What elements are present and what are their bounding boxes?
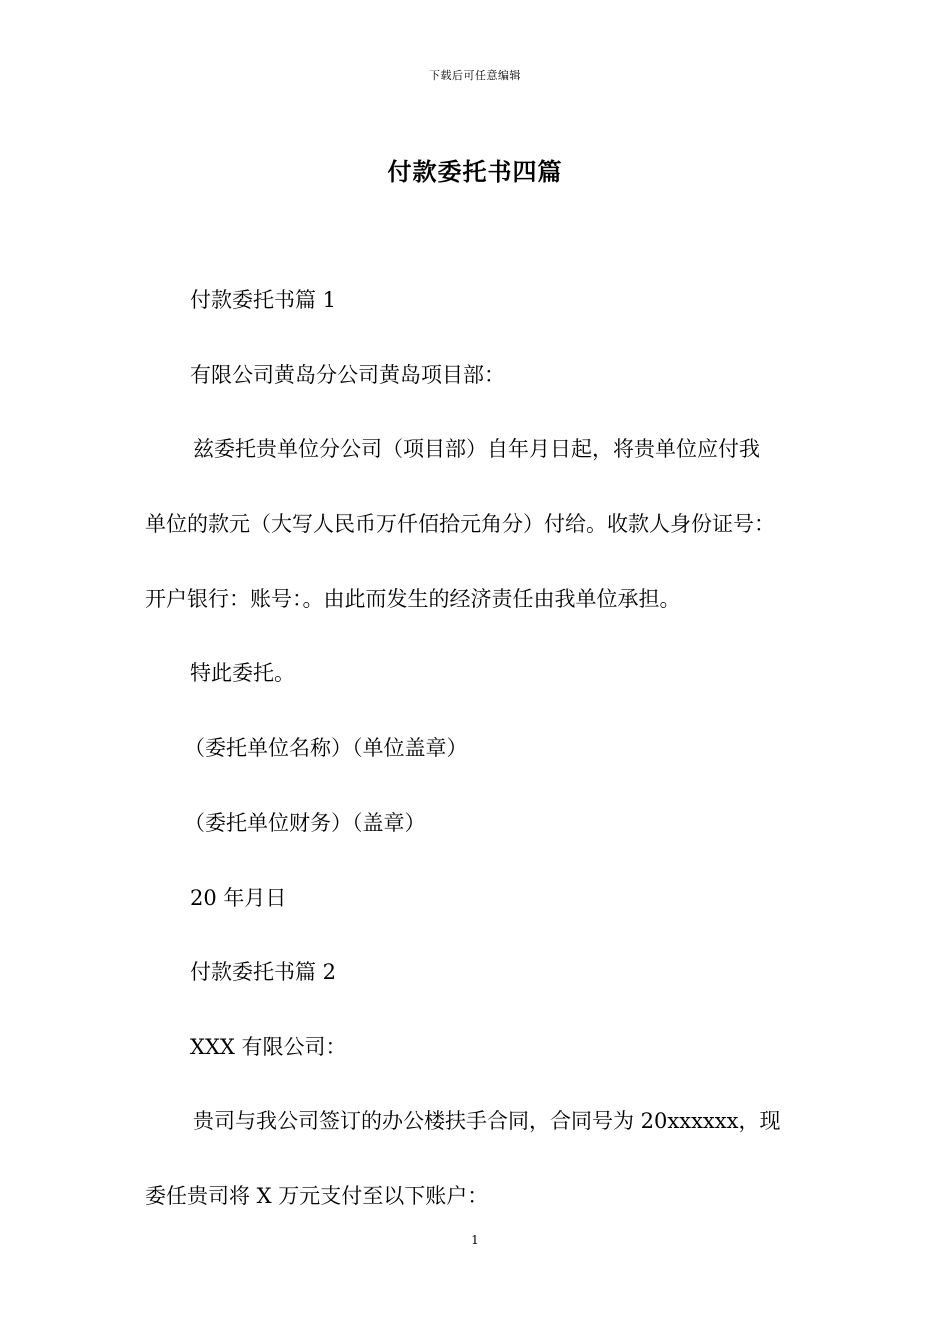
addressee-2: XXX 有限公司：	[190, 1035, 347, 1059]
closing-text: 特此委托。	[190, 661, 295, 685]
body-paragraph-line: 贵司与我公司签订的办公楼扶手合同，合同号为 20xxxxxx，现	[193, 1109, 781, 1133]
section-heading-1: 付款委托书篇 1	[190, 288, 337, 312]
page-number: 1	[471, 1233, 479, 1247]
body-paragraph-line: 单位的款元（大写人民币万仟佰拾元角分）付给。收款人身份证号：	[145, 512, 775, 536]
section-heading-2: 付款委托书篇 2	[190, 960, 337, 984]
body-paragraph-line: 兹委托贵单位分公司（项目部）自年月日起，将贵单位应付我	[193, 437, 760, 461]
body-paragraph-line: 开户银行：账号：。由此而发生的经济责任由我单位承担。	[145, 587, 681, 611]
date-line: 20 年月日	[190, 886, 287, 910]
signature-unit-finance: （委托单位财务）（盖章）	[184, 811, 426, 835]
addressee-1: 有限公司黄岛分公司黄岛项目部：	[190, 363, 505, 387]
header-note: 下载后可任意编辑	[429, 69, 521, 82]
document-title: 付款委托书四篇	[387, 157, 563, 186]
body-paragraph-line: 委任贵司将 X 万元支付至以下账户：	[145, 1184, 489, 1208]
signature-unit-name: （委托单位名称）（单位盖章）	[184, 736, 468, 760]
